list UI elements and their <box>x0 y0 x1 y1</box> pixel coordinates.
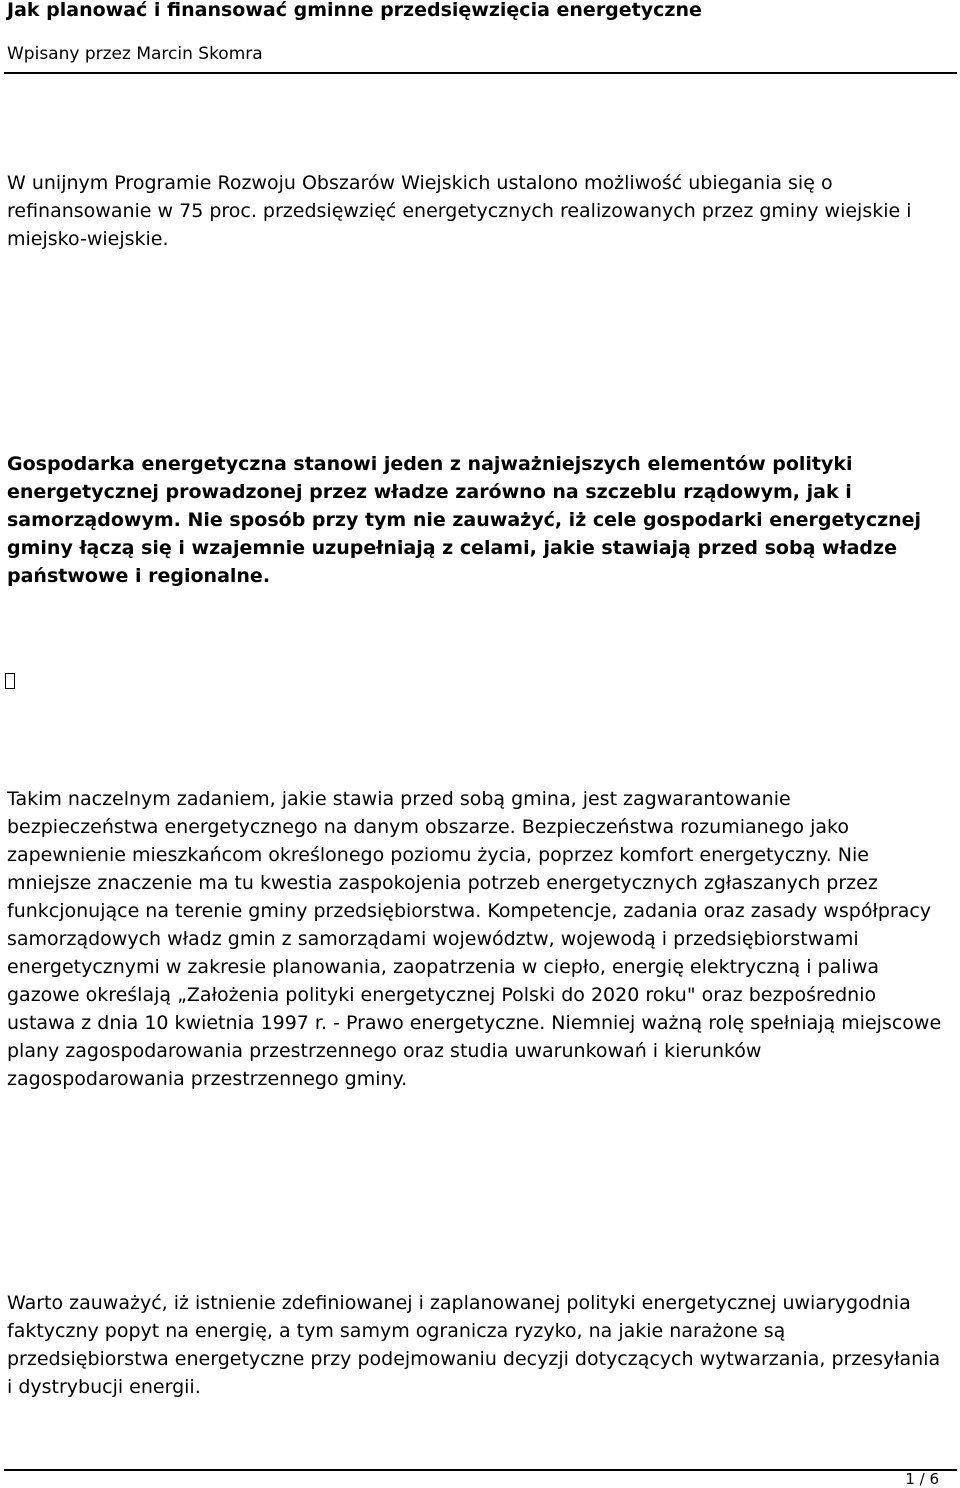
paragraph-body: Takim naczelnym zadaniem, jakie stawia przed sobą gmina, jest zagwarantowanie bezpieczeństwa energetycznego na danym obszarze. Bezpieczeństwa rozumianego jako zapewnienie mieszkańcom określonego poziomu życia, poprzez komfort energetyczny. Nie mniejsze znaczenie ma tu kwestia zaspokojenia potrzeb energetycznych zgłaszanych przez funkcjonujące na terenie gminy przedsiębiorstwa. Kompetencje, zadania oraz zasady współpracy samorządowych władz gmin z samorządami województw, wojewodą i przedsiębiorstwami energetycznymi w zakresie planowania, zaopatrzenia w ciepło, energię elektryczną i paliwa gazowe określają „Założenia polityki energetycznej Polski do 2020 roku" oraz bezpośrednio ustawa z dnia 10 kwietnia 1997 r. - Prawo energetyczne. Niemniej ważną rolę spełniają miejscowe plany zagospodarowania przestrzennego oraz studia uwarunkowań i kierunków zagospodarowania przestrzennego gminy. <box>7 788 942 1090</box>
paragraph-lead: Gospodarka energetyczna stanowi jeden z najważniejszych elementów polityki energetycznej prowadzonej przez władze zarówno na szczeblu rządowym, jak i samorządowym. Nie sposób przy tym nie zauważyć, iż cele gospodarki energetycznej gminy łączą się i wzajemnie uzupełniają z celami, jakie stawiają przed sobą władze państwowe i regionalne. <box>7 453 922 587</box>
paragraph-closing: Warto zauważyć, iż istnienie zdefiniowanej i zaplanowanej polityki energetycznej uwiarygodnia faktyczny popyt na energię, a tym samym ogranicza ryzyko, na jakie narażone są przedsiębiorstwa energetyczne przy podejmowaniu decyzji dotyczących wytwarzania, przesyłania i dystrybucji energii. <box>7 1292 941 1398</box>
missing-glyph-icon <box>5 673 15 689</box>
header-divider <box>4 72 957 74</box>
page-number: 1 / 6 <box>905 1470 939 1488</box>
footer-divider <box>4 1469 957 1471</box>
paragraph-intro: W unijnym Programie Rozwoju Obszarów Wiejskich ustalono możliwość ubiegania się o refinansowanie w 75 proc. przedsięwzięć energetycznych realizowanych przez gminy wiejskie i miejsko-wiejskie. <box>7 172 912 250</box>
author-line: Wpisany przez Marcin Skomra <box>7 44 263 64</box>
document-title: Jak planować i finansować gminne przedsięwzięcia energetyczne <box>7 0 702 21</box>
